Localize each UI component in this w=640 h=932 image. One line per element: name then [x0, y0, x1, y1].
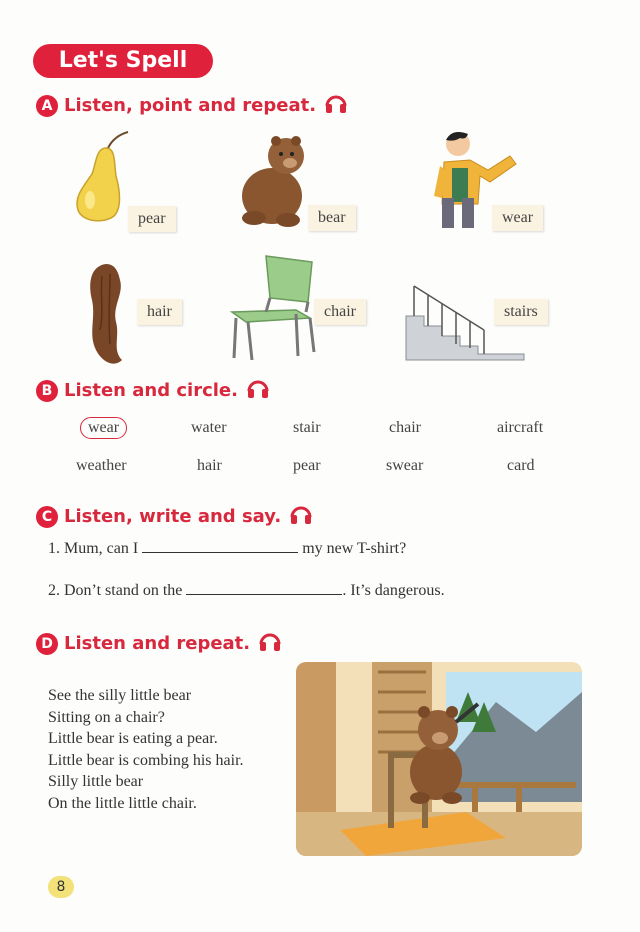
headphones-icon[interactable]	[258, 630, 282, 657]
poem-line: Little bear is combing his hair.	[48, 751, 244, 769]
poem-line: Sitting on a chair?	[48, 708, 165, 726]
word-swear[interactable]: swear	[386, 457, 424, 474]
poem-line: On the little little chair.	[48, 794, 197, 812]
page-number: 8	[48, 876, 74, 898]
poem-line: Little bear is eating a pear.	[48, 730, 218, 747]
hair-image	[84, 260, 134, 370]
section-a-title: Listen, point and repeat.	[64, 95, 317, 116]
word-chair[interactable]: chair	[389, 419, 421, 436]
sentence-1-end: my new T-shirt?	[302, 540, 407, 557]
word-pear[interactable]: pear	[293, 457, 321, 474]
lesson-title-badge: Let's Spell	[33, 44, 213, 78]
label-bear: bear	[308, 205, 356, 231]
section-d-title: Listen and repeat.	[64, 633, 251, 654]
section-b-title: Listen and circle.	[64, 380, 238, 401]
word-wear-circled[interactable]: wear	[80, 417, 127, 439]
poem	[48, 685, 244, 814]
sentence-2-start: 2. Don’t stand on the	[48, 582, 183, 599]
section-d-letter: D	[36, 633, 58, 655]
section-b-letter: B	[36, 380, 58, 402]
bear-image	[232, 128, 312, 228]
sentence-1	[48, 539, 406, 558]
poem-line: See the silly little bear	[48, 687, 192, 704]
section-a-heading	[36, 92, 348, 119]
section-c-letter: C	[36, 506, 58, 528]
word-hair[interactable]: hair	[197, 457, 222, 474]
bear-on-chair-illustration	[296, 662, 582, 856]
sentence-2	[48, 581, 445, 600]
chair-image	[226, 252, 322, 364]
label-hair: hair	[137, 299, 182, 325]
section-d-heading	[36, 630, 282, 657]
answer-blank-2[interactable]	[186, 581, 342, 595]
word-stair[interactable]: stair	[293, 419, 321, 436]
headphones-icon[interactable]	[324, 92, 348, 119]
sentence-1-start: 1. Mum, can I	[48, 540, 139, 557]
word-card[interactable]: card	[507, 457, 535, 474]
section-a-letter: A	[36, 95, 58, 117]
word-water[interactable]: water	[191, 419, 227, 436]
label-chair: chair	[314, 299, 366, 325]
headphones-icon[interactable]	[246, 377, 270, 404]
label-wear: wear	[492, 205, 543, 231]
label-stairs: stairs	[494, 299, 548, 325]
sentence-2-end: . It’s dangerous.	[342, 582, 445, 599]
word-aircraft[interactable]: aircraft	[497, 419, 544, 436]
label-pear: pear	[128, 206, 176, 232]
word-weather[interactable]: weather	[76, 457, 127, 474]
section-b-heading	[36, 377, 270, 404]
section-c-title: Listen, write and say.	[64, 506, 282, 527]
headphones-icon[interactable]	[289, 503, 313, 530]
answer-blank-1[interactable]	[142, 539, 298, 553]
section-c-heading	[36, 503, 313, 530]
poem-line: Silly little bear	[48, 773, 144, 790]
